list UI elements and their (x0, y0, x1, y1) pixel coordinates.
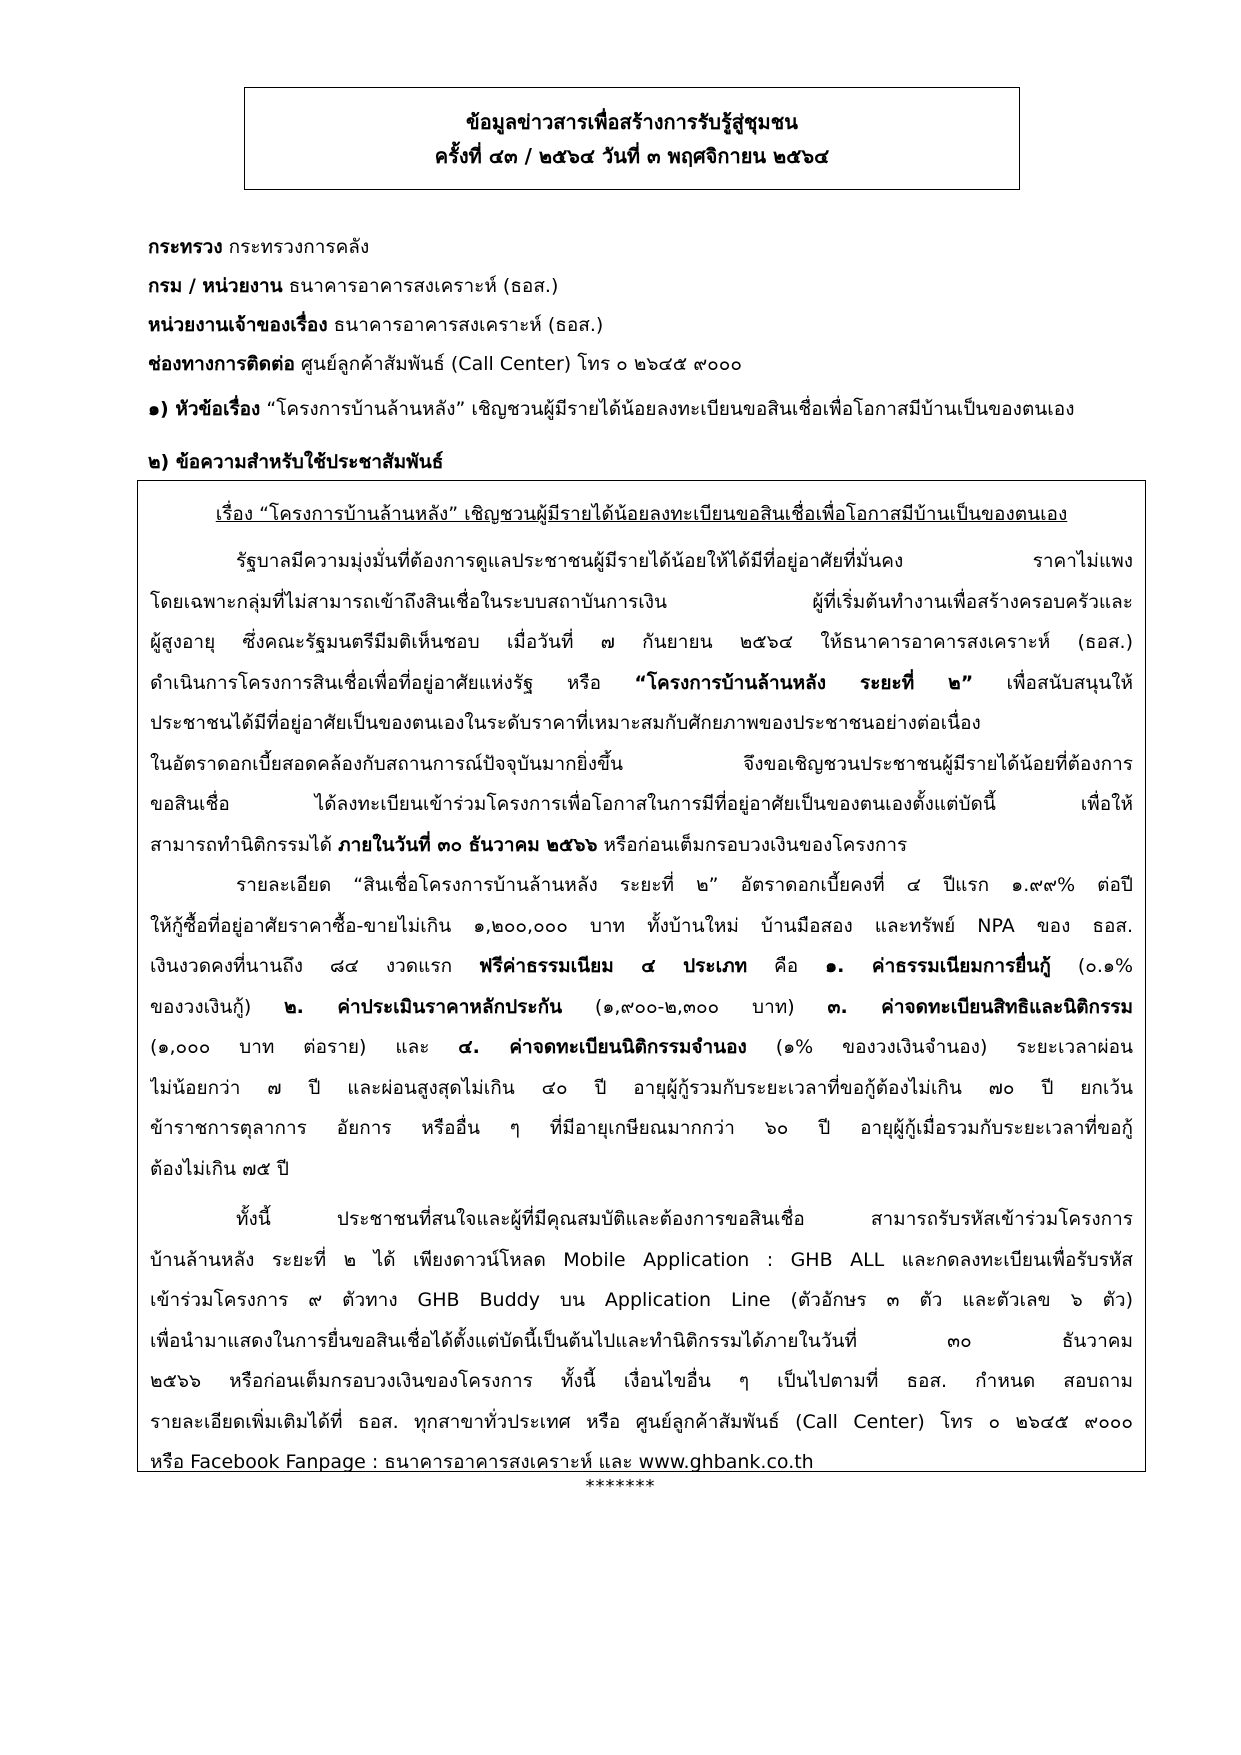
p2-line: รายละเอียด “สินเชื่อโครงการบ้านล้านหลัง ระยะที่ ๒” อัตราดอกเบี้ยคงที่ ๔ ปีแรก ๑.๙๙% ต่อปี (236, 874, 1133, 896)
p1-line (150, 663, 1133, 704)
p3-line: เข้าร่วมโครงการ ๙ ตัวทาง GHB Buddy บน Application Line (ตัวอักษร ๓ ตัว และตัวเลข ๖ ตัว) (150, 1289, 1133, 1311)
p1-line: ขอสินเชื่อ ได้ลงทะเบียนเข้าร่วมโครงการเพื่อโอกาสในการมีที่อยู่อาศัยเป็นของตนเองตั้งแต่บัดนี้ เพื่อให้ (150, 793, 1133, 815)
text-span: (๑% ของวงเงินจำนอง) ระยะเวลาผ่อน (746, 1036, 1133, 1058)
p3-line: เพื่อนำมาแสดงในการยื่นขอสินเชื่อได้ตั้งแต่บัดนี้เป็นต้นไปและทำนิติกรรมได้ภายในวันที่ ๓๐ ธันวาคม (150, 1329, 1133, 1352)
p1-line: โดยเฉพาะกลุ่มที่ไม่สามารถเข้าถึงสินเชื่อในระบบสถาบันการเงิน ผู้ที่เริ่มต้นทำงานเพื่อสร้างครอบครัวและ (150, 590, 1133, 613)
press-release-body (150, 541, 1133, 1483)
press-release-box (137, 480, 1146, 1472)
p2-line: ไม่น้อยกว่า ๗ ปี และผ่อนสูงสุดไม่เกิน ๔๐ ปี อายุผู้กู้รวมกับระยะเวลาที่ขอกู้ต้องไม่เกิน ๗๐ ปี ยกเว้น (150, 1076, 1133, 1099)
bold-span: ๒. ค่าประเมินราคาหลักประกัน (284, 995, 563, 1018)
p2-line: ต้องไม่เกิน ๗๕ ปี (150, 1157, 289, 1180)
text-span: คือ (747, 955, 826, 977)
contact-label: ช่องทางการติดต่อ (148, 353, 295, 375)
bold-span: ๓. ค่าจดทะเบียนสิทธิและนิติกรรม (827, 995, 1133, 1018)
p1-line: รัฐบาลมีความมุ่งมั่นที่ต้องการดูแลประชาชนผู้มีรายได้น้อยให้ได้มีที่อยู่อาศัยที่มั่นคง ราคาไม่แพง (236, 550, 1133, 572)
end-mark: ******* (585, 1476, 656, 1497)
meta-info (148, 228, 1148, 384)
section-1-label: ๑) หัวข้อเรื่อง (148, 398, 261, 420)
p1-line: ประชาชนได้มีที่อยู่อาศัยเป็นของตนเองในระดับราคาที่เหมาะสมกับศักยภาพของประชาชนอย่างต่อเนื่อง (150, 712, 981, 734)
text-span: สามารถทำนิติกรรมได้ (150, 833, 339, 856)
paragraph-gap (150, 1189, 1133, 1199)
p1-line: ในอัตราดอกเบี้ยสอดคล้องกับสถานการณ์ปัจจุบันมากยิ่งขึ้น จึงขอเชิญชวนประชาชนผู้มีรายได้น้อยที่ต้องการ (150, 752, 1133, 775)
dept-value: ธนาคารอาคารสงเคราะห์ (ธอส.) (282, 275, 559, 297)
dept-label: กรม / หน่วยงาน (148, 275, 283, 297)
p2-line: ให้กู้ซื้อที่อยู่อาศัยราคาซื้อ-ขายไม่เกิน ๑,๒๐๐,๐๐๐ บาท ทั้งบ้านใหม่ บ้านมือสอง และทรัพย์ NPA ของ ธอส. (150, 914, 1133, 937)
header-issue-date: ครั้งที่ ๔๓ / ๒๕๖๔ วันที่ ๓ พฤศจิกายน ๒๕๖๔ (434, 143, 830, 168)
bold-span: ภายในวันที่ ๓๐ ธันวาคม ๒๕๖๖ (338, 833, 598, 856)
p2-line: ข้าราชการตุลาการ อัยการ หรืออื่น ๆ ที่มีอายุเกษียณมากกว่า ๖๐ ปี อายุผู้กู้เมื่อรวมกับระยะเวลาที่ขอกู้ (150, 1117, 1133, 1139)
owner-value: ธนาคารอาคารสงเคราะห์ (ธอส.) (327, 314, 604, 336)
p1-line (150, 825, 1133, 866)
p2-line (150, 946, 1133, 987)
ministry-label: กระทรวง (148, 236, 223, 258)
p3-line: รายละเอียดเพิ่มเติมได้ที่ ธอส. ทุกสาขาทั่วประเทศ หรือ ศูนย์ลูกค้าสัมพันธ์ (Call Center) โทร ๐ ๒๖๔๕ ๙๐๐๐ (150, 1410, 1133, 1433)
press-release-title: เรื่อง “โครงการบ้านล้านหลัง” เชิญชวนผู้มีรายได้น้อยลงทะเบียนขอสินเชื่อเพื่อโอกาสมีบ้านเป็นของตนเอง (215, 503, 1068, 525)
text-span: ของวงเงินกู้) (150, 995, 285, 1018)
text-span: ดำเนินการโครงการสินเชื่อเพื่อที่อยู่อาศัยแห่งรัฐ หรือ (150, 671, 635, 694)
text-span: (๑,๐๐๐ บาท ต่อราย) และ (150, 1036, 459, 1058)
contact-value: ศูนย์ลูกค้าสัมพันธ์ (Call Center) โทร ๐ ๒๖๔๕ ๙๐๐๐ (294, 353, 742, 375)
bold-span: ๔. ค่าจดทะเบียนนิติกรรมจำนอง (458, 1036, 747, 1058)
p3-line: หรือ Facebook Fanpage : ธนาคารอาคารสงเคราะห์ และ www.ghbank.co.th (150, 1451, 814, 1473)
p1-line: ผู้สูงอายุ ซึ่งคณะรัฐมนตรีมีมติเห็นชอบ เมื่อวันที่ ๗ กันยายน ๒๕๖๔ ให้ธนาคารอาคารสงเคราะห์ (ธอส.) (150, 631, 1133, 653)
p3-line: ๒๕๖๖ หรือก่อนเต็มกรอบวงเงินของโครงการ ทั้งนี้ เงื่อนไขอื่น ๆ เป็นไปตามที่ ธอส. กำหนด สอบถาม (150, 1370, 1133, 1392)
text-span: หรือก่อนเต็มกรอบวงเงินของโครงการ (597, 833, 908, 856)
section-2-label: ๒) ข้อความสำหรับใช้ประชาสัมพันธ์ (148, 451, 444, 473)
owner-row (148, 306, 1148, 345)
bold-span: “โครงการบ้านล้านหลัง ระยะที่ ๒” (634, 671, 974, 694)
ministry-value: กระทรวงการคลัง (222, 236, 370, 258)
contact-row (148, 345, 1148, 384)
text-span: เพื่อสนับสนุนให้ (973, 671, 1133, 694)
text-span: (๑,๙๐๐-๒,๓๐๐ บาท) (562, 995, 828, 1018)
section-1 (148, 390, 1074, 428)
header-box (244, 87, 1020, 190)
section-1-text: “โครงการบ้านล้านหลัง” เชิญชวนผู้มีรายได้น้อยลงทะเบียนขอสินเชื่อเพื่อโอกาสมีบ้านเป็นของตนเอง (260, 398, 1075, 420)
owner-label: หน่วยงานเจ้าของเรื่อง (148, 314, 328, 336)
dept-row (148, 267, 1148, 306)
bold-span: ๑. ค่าธรรมเนียมการยื่นกู้ (825, 955, 1051, 977)
p3-line: บ้านล้านหลัง ระยะที่ ๒ ได้ เพียงดาวน์โหลด Mobile Application : GHB ALL และกดลงทะเบียนเพื่อรับรหัส (150, 1248, 1133, 1271)
p2-line (150, 987, 1133, 1028)
p2-line (150, 1027, 1133, 1068)
text-span: เงินงวดคงที่นานถึง ๘๔ งวดแรก (150, 955, 480, 977)
ministry-row (148, 228, 1148, 267)
bold-span: ฟรีค่าธรรมเนียม ๔ ประเภท (479, 955, 748, 977)
text-span: (๐.๑% (1050, 955, 1133, 977)
p3-line: ทั้งนี้ ประชาชนที่สนใจและผู้ที่มีคุณสมบัติและต้องการขอสินเชื่อ สามารถรับรหัสเข้าร่วมโครงการ (236, 1208, 1133, 1230)
header-title: ข้อมูลข่าวสารเพื่อสร้างการรับรู้สู่ชุมชน (466, 109, 798, 134)
